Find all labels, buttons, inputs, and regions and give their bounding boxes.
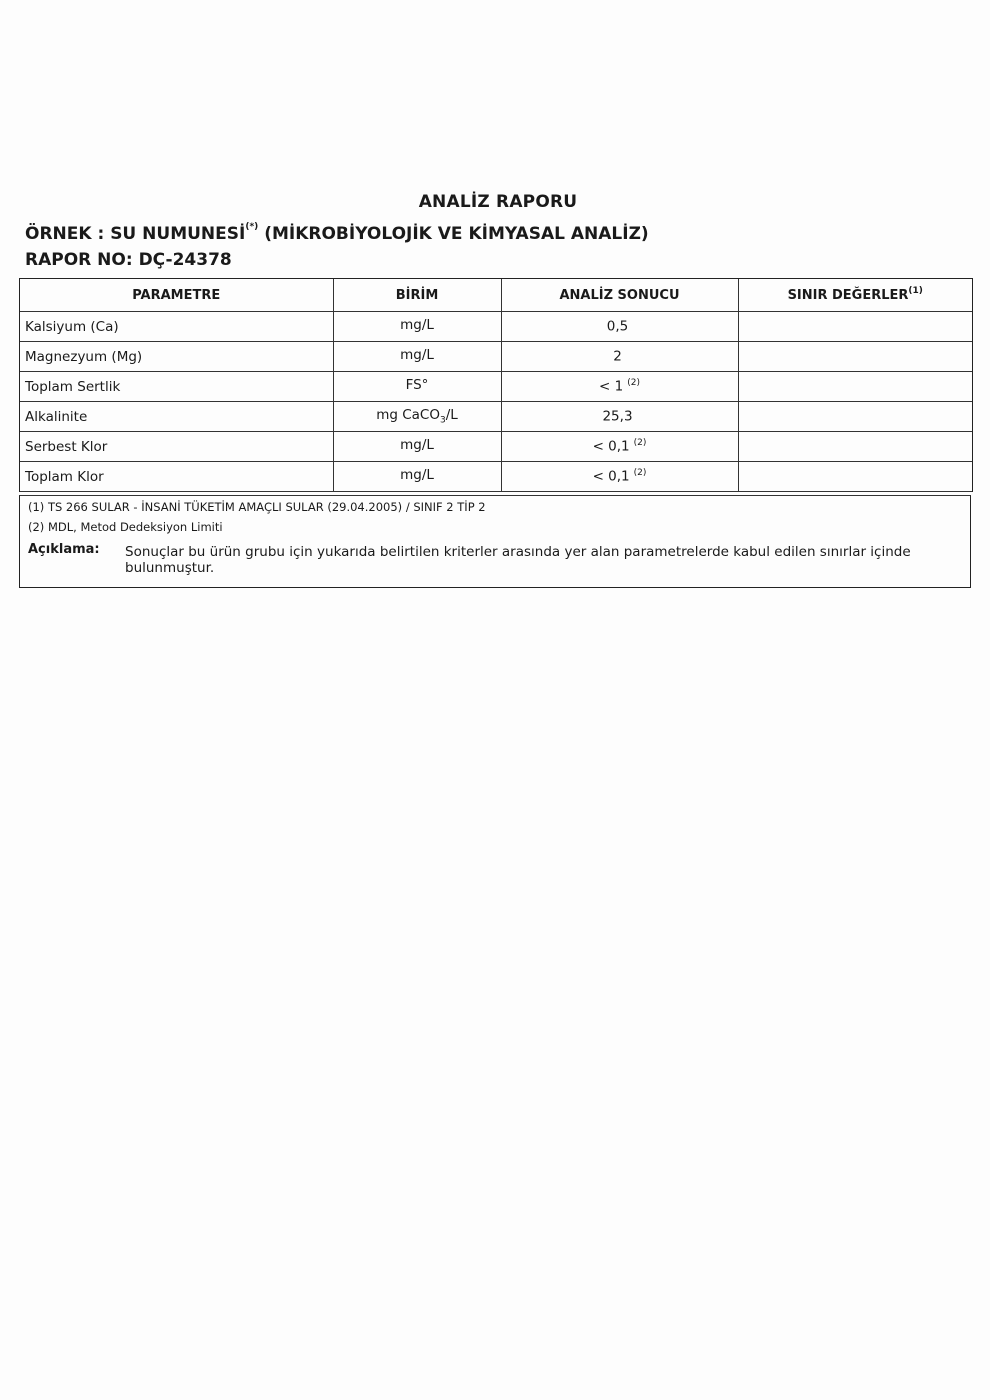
row-parameter: Magnezyum (Mg) — [20, 342, 333, 372]
table-row — [20, 372, 972, 402]
row-unit: mg CaCO$_3$/L — [333, 402, 501, 432]
row-result: 25,3 — [501, 402, 738, 432]
table-row — [20, 402, 972, 432]
row-limit — [738, 462, 972, 492]
row-result: 0,5 — [501, 312, 738, 342]
sample-label: ÖRNEK : SU NUMUNESİ — [25, 224, 246, 244]
row-limit — [738, 402, 972, 432]
sample-footnote-mark: (*) — [245, 222, 259, 232]
row-unit: mg/L — [333, 342, 501, 372]
row-unit: FS° — [333, 372, 501, 402]
row-unit: mg/L — [333, 432, 501, 462]
row-unit: mg/L — [333, 462, 501, 492]
header-result: ANALİZ SONUCU — [501, 279, 738, 312]
row-parameter: Alkalinite — [20, 402, 333, 432]
sample-analysis-type: (MİKROBİYOLOJİK VE KİMYASAL ANALİZ) — [264, 224, 649, 244]
table-row — [20, 312, 972, 342]
row-limit — [738, 372, 972, 402]
footnote-1: (1) TS 266 SULAR - İNSANİ TÜKETİM AMAÇLI SULAR (29.04.2005) / SINIF 2 TİP 2 — [28, 500, 486, 514]
row-limit — [738, 312, 972, 342]
row-limit — [738, 342, 972, 372]
header-limits — [738, 279, 972, 312]
header-parameter: PARAMETRE — [20, 279, 333, 312]
row-limit — [738, 432, 972, 462]
row-unit: mg/L — [333, 312, 501, 342]
row-parameter: Toplam Sertlik — [20, 372, 333, 402]
header-unit: BİRİM — [333, 279, 501, 312]
results-table — [19, 278, 973, 492]
row-parameter: Serbest Klor — [20, 432, 333, 462]
row-result: 2 — [501, 342, 738, 372]
sample-line — [25, 224, 649, 244]
notes-section — [19, 495, 971, 588]
table-row — [20, 462, 972, 492]
row-result: < 1 $^{(2)}$ — [501, 372, 738, 402]
row-parameter: Toplam Klor — [20, 462, 333, 492]
table-row — [20, 432, 972, 462]
table-row — [20, 342, 972, 372]
footnote-2: (2) MDL, Metod Dedeksiyon Limiti — [28, 520, 223, 534]
table-header-row — [20, 279, 972, 312]
explanation-text: Sonuçlar bu ürün grubu için yukarıda belirtilen kriterler arasında yer alan parametrelerde kabul edilen sınırlar içinde bulunmuştur. — [125, 544, 911, 576]
row-result: < 0,1 $^{(2)}$ — [501, 432, 738, 462]
explanation-label: Açıklama: — [28, 542, 100, 557]
header-limits-footnote-mark: (1) — [908, 285, 923, 296]
header-limits-label: SINIR DEĞERLER — [787, 287, 909, 303]
row-parameter: Kalsiyum (Ca) — [20, 312, 333, 342]
report-number: RAPOR NO: DÇ-24378 — [25, 250, 232, 270]
report-title: ANALİZ RAPORU — [418, 192, 578, 212]
row-result: < 0,1 $^{(2)}$ — [501, 462, 738, 492]
